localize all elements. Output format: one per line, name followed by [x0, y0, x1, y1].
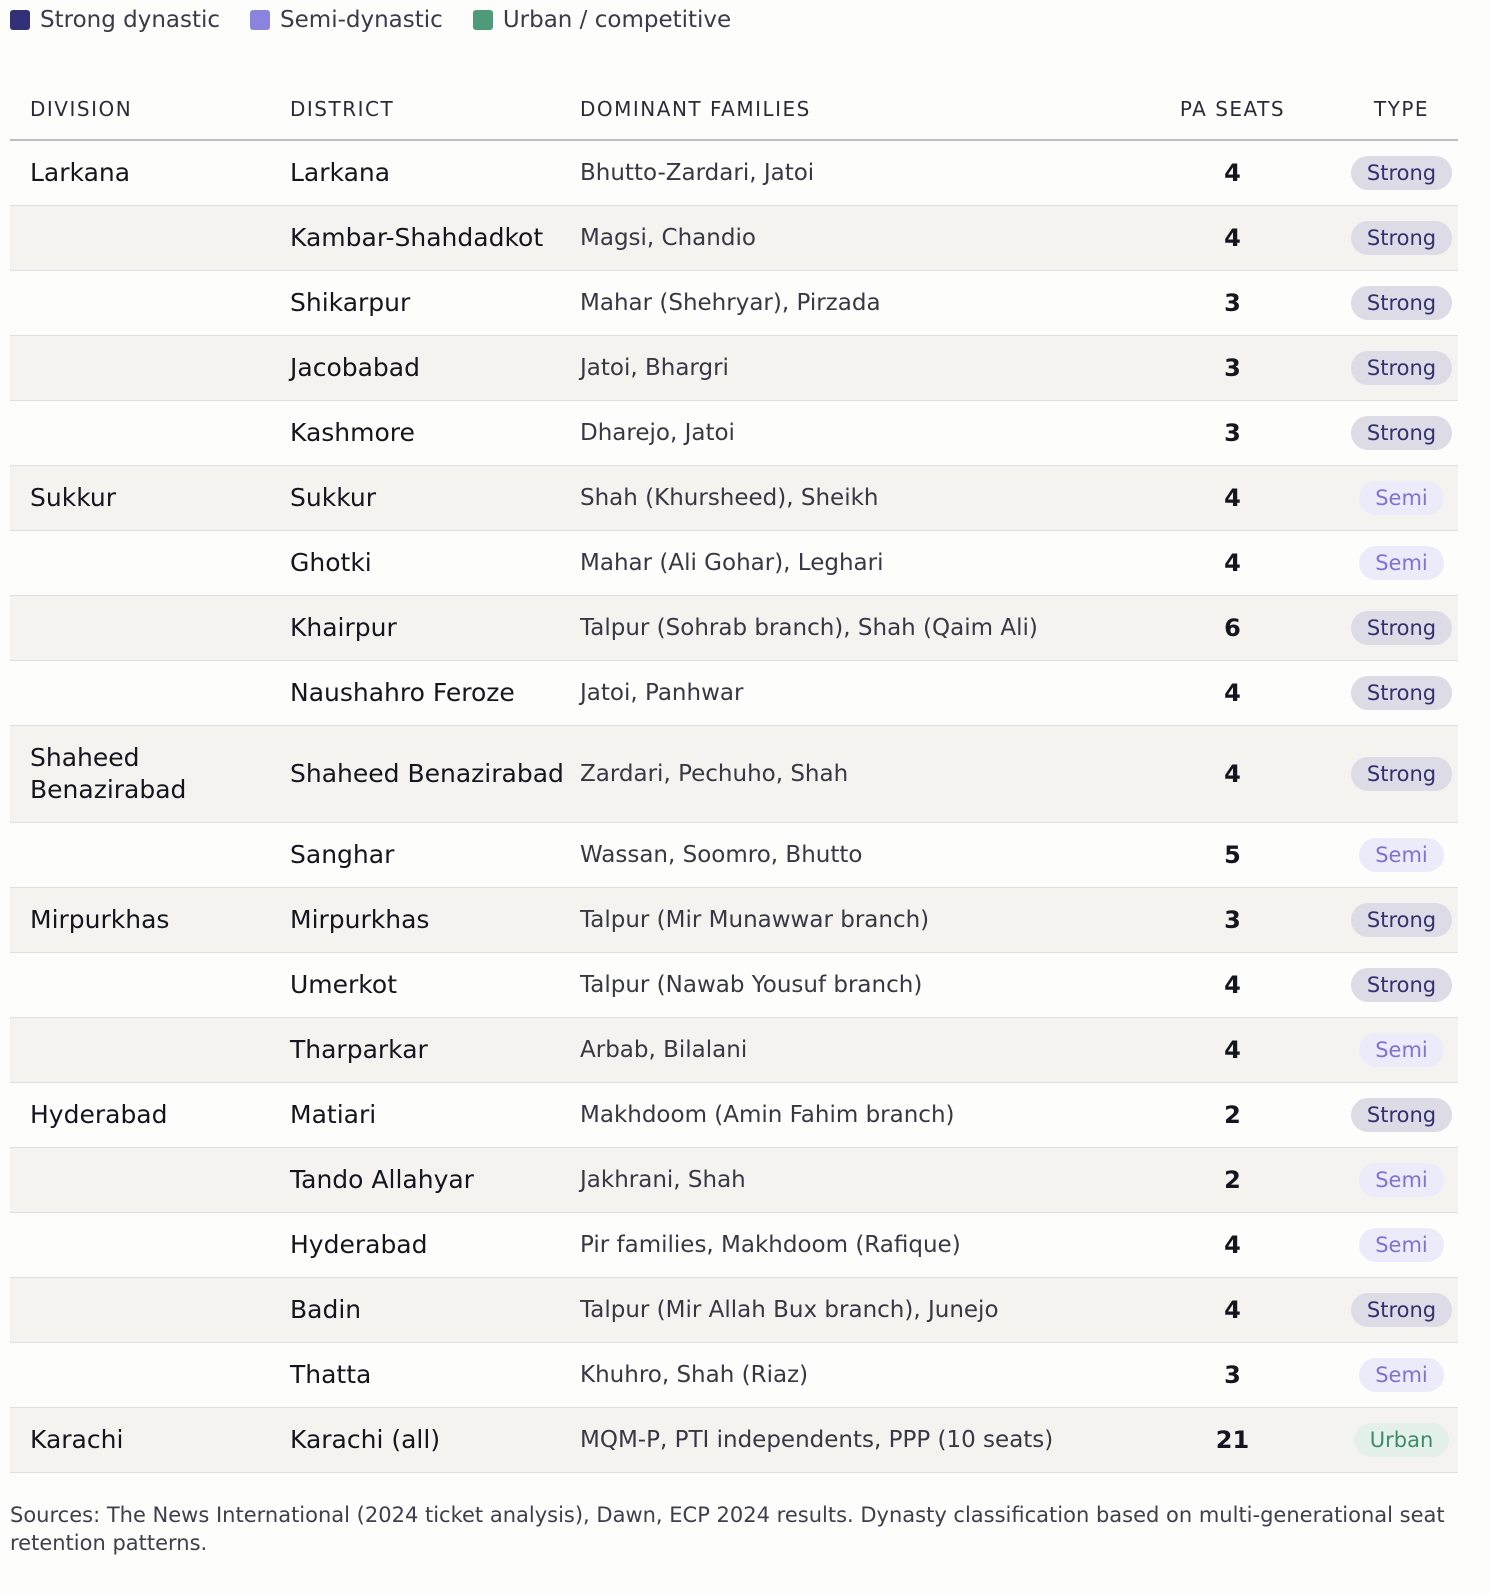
type-badge: Strong [1351, 156, 1452, 190]
type-cell [1345, 335, 1458, 400]
district-cell: Sanghar [290, 822, 580, 887]
type-badge: Strong [1351, 351, 1452, 385]
type-badge: Strong [1351, 1098, 1452, 1132]
type-badge: Strong [1351, 286, 1452, 320]
type-badge: Strong [1351, 676, 1452, 710]
pa-seats-cell: 6 [1120, 595, 1345, 660]
type-badge: Semi [1359, 481, 1444, 515]
table-row [10, 205, 1458, 270]
legend-label-strong: Strong dynastic [40, 7, 221, 33]
families-cell: Talpur (Mir Allah Bux branch), Junejo [580, 1277, 1120, 1342]
dynasty-table-container [10, 0, 1458, 1555]
division-cell [10, 270, 290, 335]
families-cell: Mahar (Shehryar), Pirzada [580, 270, 1120, 335]
pa-seats-cell: 2 [1120, 1082, 1345, 1147]
type-badge: Semi [1359, 1033, 1444, 1067]
families-cell: Wassan, Soomro, Bhutto [580, 822, 1120, 887]
families-cell: Shah (Khursheed), Sheikh [580, 465, 1120, 530]
division-cell [10, 530, 290, 595]
table-row [10, 335, 1458, 400]
pa-seats-cell: 3 [1120, 335, 1345, 400]
district-cell: Shikarpur [290, 270, 580, 335]
families-cell: Jatoi, Bhargri [580, 335, 1120, 400]
pa-seats-cell: 3 [1120, 887, 1345, 952]
type-cell [1345, 1212, 1458, 1277]
division-cell: Karachi [10, 1407, 290, 1472]
type-cell [1345, 595, 1458, 660]
families-cell: Talpur (Mir Munawwar branch) [580, 887, 1120, 952]
families-cell: Arbab, Bilalani [580, 1017, 1120, 1082]
type-badge: Strong [1351, 903, 1452, 937]
pa-seats-cell: 4 [1120, 725, 1345, 822]
type-badge: Semi [1359, 1228, 1444, 1262]
type-cell [1345, 140, 1458, 205]
families-cell: Mahar (Ali Gohar), Leghari [580, 530, 1120, 595]
pa-seats-cell: 21 [1120, 1407, 1345, 1472]
type-badge: Strong [1351, 416, 1452, 450]
dynasty-table [10, 79, 1458, 1473]
pa-seats-cell: 4 [1120, 140, 1345, 205]
division-cell [10, 205, 290, 270]
division-cell: Mirpurkhas [10, 887, 290, 952]
type-cell [1345, 530, 1458, 595]
table-row [10, 887, 1458, 952]
families-cell: Pir families, Makhdoom (Rafique) [580, 1212, 1120, 1277]
type-cell [1345, 952, 1458, 1017]
division-cell: Shaheed Benazirabad [10, 725, 290, 822]
division-cell [10, 1212, 290, 1277]
division-cell [10, 952, 290, 1017]
type-cell [1345, 660, 1458, 725]
type-badge: Semi [1359, 1358, 1444, 1392]
type-badge: Semi [1359, 1163, 1444, 1197]
type-cell [1345, 1407, 1458, 1472]
type-cell [1345, 822, 1458, 887]
type-cell [1345, 1082, 1458, 1147]
district-cell: Umerkot [290, 952, 580, 1017]
pa-seats-cell: 3 [1120, 270, 1345, 335]
header-division: DIVISION [10, 79, 290, 140]
division-cell [10, 1017, 290, 1082]
district-cell: Naushahro Feroze [290, 660, 580, 725]
district-cell: Shaheed Benazirabad [290, 725, 580, 822]
legend-label-semi: Semi-dynastic [280, 7, 443, 33]
families-cell: Magsi, Chandio [580, 205, 1120, 270]
pa-seats-cell: 4 [1120, 1212, 1345, 1277]
table-row [10, 1212, 1458, 1277]
legend-item-urban [473, 7, 731, 33]
type-cell [1345, 887, 1458, 952]
district-cell: Badin [290, 1277, 580, 1342]
table-row [10, 725, 1458, 822]
legend-swatch-semi [250, 10, 270, 30]
table-row [10, 822, 1458, 887]
pa-seats-cell: 4 [1120, 1017, 1345, 1082]
legend-item-strong [10, 7, 220, 33]
district-cell: Matiari [290, 1082, 580, 1147]
district-cell: Hyderabad [290, 1212, 580, 1277]
division-cell [10, 335, 290, 400]
type-badge: Strong [1351, 757, 1452, 791]
type-badge: Strong [1351, 968, 1452, 1002]
division-cell [10, 1342, 290, 1407]
legend-swatch-urban [473, 10, 493, 30]
type-cell [1345, 400, 1458, 465]
pa-seats-cell: 3 [1120, 400, 1345, 465]
type-cell [1345, 1017, 1458, 1082]
table-row [10, 660, 1458, 725]
division-cell [10, 1277, 290, 1342]
families-cell: Talpur (Sohrab branch), Shah (Qaim Ali) [580, 595, 1120, 660]
type-badge: Strong [1351, 221, 1452, 255]
type-cell [1345, 465, 1458, 530]
division-cell [10, 595, 290, 660]
division-cell [10, 822, 290, 887]
pa-seats-cell: 4 [1120, 205, 1345, 270]
families-cell: Jatoi, Panhwar [580, 660, 1120, 725]
legend-item-semi [250, 7, 443, 33]
district-cell: Mirpurkhas [290, 887, 580, 952]
header-pa-seats: PA SEATS [1120, 79, 1345, 140]
table-row [10, 530, 1458, 595]
district-cell: Tando Allahyar [290, 1147, 580, 1212]
type-cell [1345, 205, 1458, 270]
type-badge: Semi [1359, 838, 1444, 872]
pa-seats-cell: 3 [1120, 1342, 1345, 1407]
division-cell: Sukkur [10, 465, 290, 530]
division-cell [10, 660, 290, 725]
type-badge: Semi [1359, 546, 1444, 580]
district-cell: Larkana [290, 140, 580, 205]
table-row [10, 1082, 1458, 1147]
legend-label-urban: Urban / competitive [502, 7, 732, 33]
table-row [10, 400, 1458, 465]
table-row [10, 952, 1458, 1017]
pa-seats-cell: 4 [1120, 530, 1345, 595]
type-badge: Urban [1354, 1423, 1450, 1457]
families-cell: MQM-P, PTI independents, PPP (10 seats) [580, 1407, 1120, 1472]
district-cell: Jacobabad [290, 335, 580, 400]
type-badge: Strong [1351, 611, 1452, 645]
table-header [10, 79, 1458, 140]
type-badge: Strong [1351, 1293, 1452, 1327]
families-cell: Khuhro, Shah (Riaz) [580, 1342, 1120, 1407]
pa-seats-cell: 5 [1120, 822, 1345, 887]
table-row [10, 1342, 1458, 1407]
families-cell: Talpur (Nawab Yousuf branch) [580, 952, 1120, 1017]
district-cell: Khairpur [290, 595, 580, 660]
table-row [10, 270, 1458, 335]
district-cell: Kambar-Shahdadkot [290, 205, 580, 270]
district-cell: Tharparkar [290, 1017, 580, 1082]
division-cell [10, 1147, 290, 1212]
type-cell [1345, 1147, 1458, 1212]
legend-swatch-strong [10, 10, 30, 30]
district-cell: Sukkur [290, 465, 580, 530]
families-cell: Dharejo, Jatoi [580, 400, 1120, 465]
type-cell [1345, 1342, 1458, 1407]
legend [10, 0, 1458, 40]
header-district: DISTRICT [290, 79, 580, 140]
division-cell: Hyderabad [10, 1082, 290, 1147]
district-cell: Kashmore [290, 400, 580, 465]
pa-seats-cell: 4 [1120, 660, 1345, 725]
type-cell [1345, 725, 1458, 822]
families-cell: Jakhrani, Shah [580, 1147, 1120, 1212]
type-cell [1345, 1277, 1458, 1342]
table-row [10, 595, 1458, 660]
families-cell: Makhdoom (Amin Fahim branch) [580, 1082, 1120, 1147]
type-cell [1345, 270, 1458, 335]
families-cell: Zardari, Pechuho, Shah [580, 725, 1120, 822]
division-cell: Larkana [10, 140, 290, 205]
pa-seats-cell: 2 [1120, 1147, 1345, 1212]
table-row [10, 1017, 1458, 1082]
table-row [10, 1277, 1458, 1342]
table-row [10, 140, 1458, 205]
district-cell: Thatta [290, 1342, 580, 1407]
pa-seats-cell: 4 [1120, 952, 1345, 1017]
pa-seats-cell: 4 [1120, 465, 1345, 530]
pa-seats-cell: 4 [1120, 1277, 1345, 1342]
table-row [10, 465, 1458, 530]
families-cell: Bhutto-Zardari, Jatoi [580, 140, 1120, 205]
header-families: DOMINANT FAMILIES [580, 79, 1120, 140]
table-body [10, 140, 1458, 1472]
division-cell [10, 400, 290, 465]
district-cell: Ghotki [290, 530, 580, 595]
sources-note: Sources: The News International (2024 ticket analysis), Dawn, ECP 2024 results. Dynasty classification based on multi-generational seat retention patterns. [10, 1503, 1445, 1555]
table-row [10, 1147, 1458, 1212]
district-cell: Karachi (all) [290, 1407, 580, 1472]
table-row [10, 1407, 1458, 1472]
header-type: TYPE [1345, 79, 1458, 140]
